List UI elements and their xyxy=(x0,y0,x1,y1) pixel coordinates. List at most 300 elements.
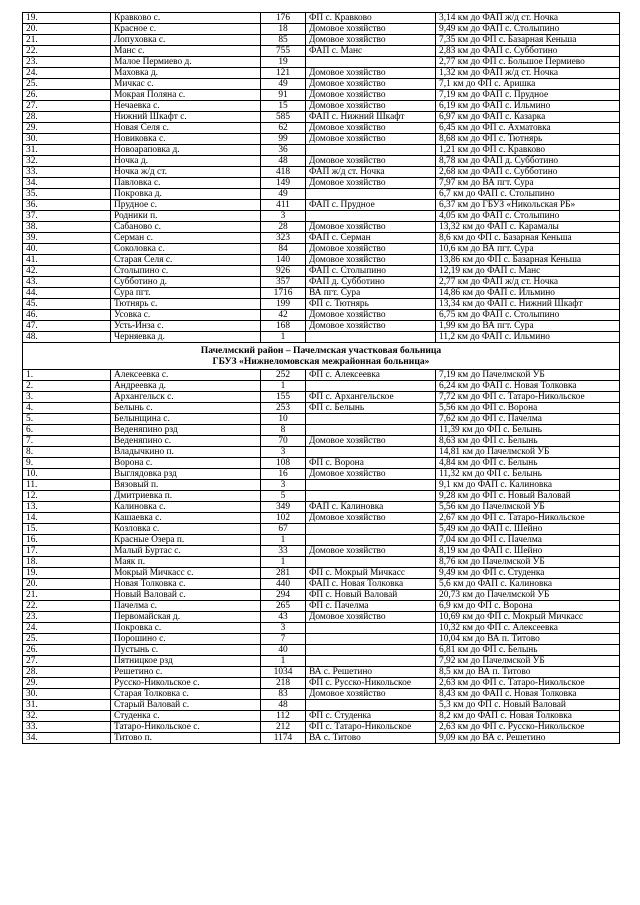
settlement-name: Павловка с. xyxy=(111,178,261,189)
population: 265 xyxy=(261,601,306,612)
distance-to-facility: 8,78 км до ФАП д. Субботино xyxy=(436,156,620,167)
population: 3 xyxy=(261,447,306,458)
distance-to-facility: 5,49 км до ФАП с. Шейно xyxy=(436,524,620,535)
distance-to-facility: 6,37 км до ГБУЗ «Никольская РБ» xyxy=(436,200,620,211)
row-number: 29. xyxy=(23,123,111,134)
distance-to-facility: 12,19 км до ФАП с. Манс xyxy=(436,266,620,277)
distance-to-facility: 9,49 км до ФАП с. Столыпино xyxy=(436,24,620,35)
row-number: 25. xyxy=(23,79,111,90)
medical-facility: ФП с. Архангельское xyxy=(306,392,436,403)
distance-to-facility: 8,76 км до Пачелмской УБ xyxy=(436,557,620,568)
table-row xyxy=(23,244,620,255)
settlement-name: Усовка с. xyxy=(111,310,261,321)
table-row xyxy=(23,623,620,634)
table-row xyxy=(23,458,620,469)
settlement-name: Малое Пермиево д. xyxy=(111,57,261,68)
population: 155 xyxy=(261,392,306,403)
distance-to-facility: 7,19 км до ФАП с. Прудное xyxy=(436,90,620,101)
settlement-name: Мокрый Мичкасс с. xyxy=(111,568,261,579)
medical-facility: ФАП с. Новая Толковка xyxy=(306,579,436,590)
row-number: 20. xyxy=(23,24,111,35)
population: 83 xyxy=(261,689,306,700)
distance-to-facility: 6,24 км до ФАП с. Новая Толковка xyxy=(436,381,620,392)
row-number: 10. xyxy=(23,469,111,480)
table-row xyxy=(23,502,620,513)
row-number: 43. xyxy=(23,277,111,288)
population: 15 xyxy=(261,101,306,112)
settlement-name: Новый Валовай с. xyxy=(111,590,261,601)
table-row xyxy=(23,711,620,722)
table-row xyxy=(23,123,620,134)
settlement-name: Новоараповка д. xyxy=(111,145,261,156)
section-heading-row xyxy=(23,343,620,370)
population: 252 xyxy=(261,370,306,381)
row-number: 37. xyxy=(23,211,111,222)
medical-facility xyxy=(306,480,436,491)
distance-to-facility: 20,73 км до Пачелмской УБ xyxy=(436,590,620,601)
row-number: 35. xyxy=(23,189,111,200)
settlement-name: Татаро-Никольское с. xyxy=(111,722,261,733)
medical-facility: Домовое хозяйство xyxy=(306,123,436,134)
medical-facility: Домовое хозяйство xyxy=(306,469,436,480)
table-row xyxy=(23,414,620,425)
medical-facility xyxy=(306,656,436,667)
medical-facility: Домовое хозяйство xyxy=(306,321,436,332)
medical-facility xyxy=(306,447,436,458)
section-heading-line1: Пачелмский район – Пачелмская участковая больница xyxy=(200,345,442,356)
table-row xyxy=(23,634,620,645)
row-number: 34. xyxy=(23,733,111,744)
settlement-name: Родники п. xyxy=(111,211,261,222)
medical-facility: Домовое хозяйство xyxy=(306,513,436,524)
table-row xyxy=(23,299,620,310)
table-row xyxy=(23,612,620,623)
medical-facility xyxy=(306,145,436,156)
settlement-name: Кашаевка с. xyxy=(111,513,261,524)
row-number: 40. xyxy=(23,244,111,255)
medical-facility: ФАП д. Субботино xyxy=(306,277,436,288)
table-row xyxy=(23,156,620,167)
settlement-name: Алексеевка с. xyxy=(111,370,261,381)
medical-facility: ФП с. Ворона xyxy=(306,458,436,469)
distance-to-facility: 8,63 км до ФП с. Белынь xyxy=(436,436,620,447)
distance-to-facility: 2,77 км до ФАП ж/д ст. Ночка xyxy=(436,277,620,288)
settlement-name: Субботино д. xyxy=(111,277,261,288)
settlement-name: Пачелма с. xyxy=(111,601,261,612)
medical-facility xyxy=(306,623,436,634)
settlement-name: Веденяпино с. xyxy=(111,436,261,447)
row-number: 32. xyxy=(23,711,111,722)
medical-facility: ФП с. Мокрый Мичкасс xyxy=(306,568,436,579)
population: 294 xyxy=(261,590,306,601)
table-row xyxy=(23,266,620,277)
settlement-name: Русско-Никольское с. xyxy=(111,678,261,689)
population: 40 xyxy=(261,645,306,656)
medical-facility: Домовое хозяйство xyxy=(306,436,436,447)
distance-to-facility: 11,39 км до ФП с. Белынь xyxy=(436,425,620,436)
medical-facility: Домовое хозяйство xyxy=(306,134,436,145)
distance-to-facility: 7,1 км до ФП с. Аришка xyxy=(436,79,620,90)
row-number: 21. xyxy=(23,35,111,46)
distance-to-facility: 6,7 км до ФАП с. Столыпино xyxy=(436,189,620,200)
row-number: 31. xyxy=(23,700,111,711)
population: 3 xyxy=(261,211,306,222)
medical-facility xyxy=(306,189,436,200)
population: 28 xyxy=(261,222,306,233)
population: 121 xyxy=(261,68,306,79)
row-number: 15. xyxy=(23,524,111,535)
medical-facility: Домовое хозяйство xyxy=(306,178,436,189)
settlement-name: Мокрая Поляна с. xyxy=(111,90,261,101)
population: 49 xyxy=(261,79,306,90)
population: 1 xyxy=(261,535,306,546)
settlement-name: Ворона с. xyxy=(111,458,261,469)
medical-facility: Домовое хозяйство xyxy=(306,255,436,266)
population: 755 xyxy=(261,46,306,57)
medical-facility: ФП с. Алексеевка xyxy=(306,370,436,381)
population: 440 xyxy=(261,579,306,590)
row-number: 17. xyxy=(23,546,111,557)
population: 349 xyxy=(261,502,306,513)
row-number: 29. xyxy=(23,678,111,689)
distance-to-facility: 7,92 км до Пачелмской УБ xyxy=(436,656,620,667)
settlement-name: Белынь с. xyxy=(111,403,261,414)
distance-to-facility: 7,35 км до ФП с. Базарная Кеньша xyxy=(436,35,620,46)
population: 281 xyxy=(261,568,306,579)
population: 18 xyxy=(261,24,306,35)
medical-facility xyxy=(306,425,436,436)
distance-to-facility: 8,5 км до ВА п. Титово xyxy=(436,667,620,678)
row-number: 30. xyxy=(23,134,111,145)
table-row xyxy=(23,403,620,414)
row-number: 28. xyxy=(23,667,111,678)
medical-facility xyxy=(306,491,436,502)
distance-to-facility: 6,75 км до ФАП с. Столыпино xyxy=(436,310,620,321)
population: 253 xyxy=(261,403,306,414)
medical-facility: Домовое хозяйство xyxy=(306,79,436,90)
row-number: 2. xyxy=(23,381,111,392)
table-row xyxy=(23,211,620,222)
row-number: 24. xyxy=(23,623,111,634)
distance-to-facility: 8,43 км до ФАП с. Новая Толковка xyxy=(436,689,620,700)
population: 1174 xyxy=(261,733,306,744)
settlement-name: Дмитриевка п. xyxy=(111,491,261,502)
medical-facility: Домовое хозяйство xyxy=(306,612,436,623)
settlement-name: Козловка с. xyxy=(111,524,261,535)
table-row xyxy=(23,700,620,711)
row-number: 6. xyxy=(23,425,111,436)
settlement-name: Белынщина с. xyxy=(111,414,261,425)
population: 48 xyxy=(261,156,306,167)
population: 1034 xyxy=(261,667,306,678)
medical-facility: Домовое хозяйство xyxy=(306,244,436,255)
settlement-name: Архангельск с. xyxy=(111,392,261,403)
row-number: 34. xyxy=(23,178,111,189)
table-row xyxy=(23,332,620,343)
population: 323 xyxy=(261,233,306,244)
medical-facility: Домовое хозяйство xyxy=(306,546,436,557)
population: 48 xyxy=(261,700,306,711)
population: 36 xyxy=(261,145,306,156)
distance-to-facility: 13,34 км до ФАП с. Нижний Шкафт xyxy=(436,299,620,310)
table-row xyxy=(23,667,620,678)
row-number: 48. xyxy=(23,332,111,343)
medical-facility: ФП с. Студенка xyxy=(306,711,436,722)
population: 16 xyxy=(261,469,306,480)
settlement-name: Старая Селя с. xyxy=(111,255,261,266)
medical-facility: Домовое хозяйство xyxy=(306,689,436,700)
settlement-name: Андреевка д. xyxy=(111,381,261,392)
population: 418 xyxy=(261,167,306,178)
row-number: 47. xyxy=(23,321,111,332)
row-number: 32. xyxy=(23,156,111,167)
population: 19 xyxy=(261,57,306,68)
distance-to-facility: 7,19 км до Пачелмской УБ xyxy=(436,370,620,381)
medical-facility: ФАП с. Серман xyxy=(306,233,436,244)
distance-to-facility: 1,32 км до ФАП ж/д ст. Ночка xyxy=(436,68,620,79)
population: 10 xyxy=(261,414,306,425)
population: 49 xyxy=(261,189,306,200)
distance-to-facility: 9,49 км до ФП с. Студенка xyxy=(436,568,620,579)
row-number: 12. xyxy=(23,491,111,502)
settlement-name: Манс с. xyxy=(111,46,261,57)
row-number: 26. xyxy=(23,90,111,101)
settlement-name: Ночка ж/д ст. xyxy=(111,167,261,178)
settlement-name: Новая Селя с. xyxy=(111,123,261,134)
distance-to-facility: 4,84 км до ФП с. Белынь xyxy=(436,458,620,469)
table-body-bottom xyxy=(23,370,620,744)
settlement-name: Столыпино с. xyxy=(111,266,261,277)
table-row xyxy=(23,145,620,156)
distance-to-facility: 6,97 км до ФАП с. Казарка xyxy=(436,112,620,123)
settlement-name: Нижний Шкафт с. xyxy=(111,112,261,123)
table-row xyxy=(23,447,620,458)
settlement-name: Пустынь с. xyxy=(111,645,261,656)
table-row xyxy=(23,189,620,200)
table-row xyxy=(23,277,620,288)
settlement-name: Студенка с. xyxy=(111,711,261,722)
distance-to-facility: 8,2 км до ФАП с. Новая Толковка xyxy=(436,711,620,722)
population: 411 xyxy=(261,200,306,211)
distance-to-facility: 7,62 км до ФП с. Пачелма xyxy=(436,414,620,425)
table-row xyxy=(23,13,620,24)
medical-facility: ФП с. Новый Валовай xyxy=(306,590,436,601)
table-row xyxy=(23,112,620,123)
population: 1 xyxy=(261,381,306,392)
medical-facility: ФАП ж/д ст. Ночка xyxy=(306,167,436,178)
row-number: 18. xyxy=(23,557,111,568)
row-number: 26. xyxy=(23,645,111,656)
settlement-name: Первомайская д. xyxy=(111,612,261,623)
table-row xyxy=(23,722,620,733)
row-number: 36. xyxy=(23,200,111,211)
settlement-name: Тютнярь с. xyxy=(111,299,261,310)
distance-to-facility: 5,56 км до ФП с. Ворона xyxy=(436,403,620,414)
population: 99 xyxy=(261,134,306,145)
medical-facility xyxy=(306,57,436,68)
row-number: 11. xyxy=(23,480,111,491)
settlement-name: Маховка д. xyxy=(111,68,261,79)
table-body-top xyxy=(23,13,620,343)
section-heading xyxy=(23,343,620,370)
settlement-name: Владычкино п. xyxy=(111,447,261,458)
distance-to-facility: 14,86 км до ФАП с. Ильмино xyxy=(436,288,620,299)
section-heading-body xyxy=(23,343,620,370)
row-number: 27. xyxy=(23,101,111,112)
population: 70 xyxy=(261,436,306,447)
table-row xyxy=(23,491,620,502)
settlement-name: Старая Толковка с. xyxy=(111,689,261,700)
table-row xyxy=(23,590,620,601)
distance-to-facility: 3,14 км до ФАП ж/д ст. Ночка xyxy=(436,13,620,24)
table-row xyxy=(23,288,620,299)
distance-to-facility: 11,32 км до ФП с. Белынь xyxy=(436,469,620,480)
settlement-name: Малый Буртас с. xyxy=(111,546,261,557)
distance-to-facility: 2,83 км до ФАП с. Субботино xyxy=(436,46,620,57)
medical-facility xyxy=(306,332,436,343)
population: 42 xyxy=(261,310,306,321)
distance-to-facility: 8,19 км до ФАП с. Шейно xyxy=(436,546,620,557)
row-number: 31. xyxy=(23,145,111,156)
settlement-name: Мичкас с. xyxy=(111,79,261,90)
distance-to-facility: 9,09 км до ВА с. Решетино xyxy=(436,733,620,744)
medical-facility xyxy=(306,700,436,711)
medical-facility xyxy=(306,414,436,425)
row-number: 19. xyxy=(23,13,111,24)
population: 102 xyxy=(261,513,306,524)
population: 84 xyxy=(261,244,306,255)
population: 926 xyxy=(261,266,306,277)
table-row xyxy=(23,656,620,667)
table-row xyxy=(23,255,620,266)
medical-facility: Домовое хозяйство xyxy=(306,90,436,101)
settlement-name: Красные Озера п. xyxy=(111,535,261,546)
settlement-name: Прудное с. xyxy=(111,200,261,211)
row-number: 20. xyxy=(23,579,111,590)
settlement-name: Новая Толковка с. xyxy=(111,579,261,590)
table-row xyxy=(23,200,620,211)
row-number: 9. xyxy=(23,458,111,469)
row-number: 16. xyxy=(23,535,111,546)
settlement-name: Решетино с. xyxy=(111,667,261,678)
population: 199 xyxy=(261,299,306,310)
medical-facility: ФП с. Тютнярь xyxy=(306,299,436,310)
medical-facility: Домовое хозяйство xyxy=(306,222,436,233)
medical-facility: Домовое хозяйство xyxy=(306,68,436,79)
population: 1 xyxy=(261,557,306,568)
medical-facility xyxy=(306,211,436,222)
table-row xyxy=(23,222,620,233)
medical-facility: ФАП с. Калиновка xyxy=(306,502,436,513)
distance-to-facility: 10,32 км до ФП с. Алексеевка xyxy=(436,623,620,634)
settlement-name: Новиковка с. xyxy=(111,134,261,145)
table-row xyxy=(23,601,620,612)
row-number: 8. xyxy=(23,447,111,458)
population: 8 xyxy=(261,425,306,436)
row-number: 3. xyxy=(23,392,111,403)
medical-facility: ВА с. Решетино xyxy=(306,667,436,678)
medical-facility: ФП с. Белынь xyxy=(306,403,436,414)
medical-facility: ФП с. Пачелма xyxy=(306,601,436,612)
population: 149 xyxy=(261,178,306,189)
document-page xyxy=(22,12,619,744)
row-number: 44. xyxy=(23,288,111,299)
distance-to-facility: 5,6 км до ФАП с. Калиновка xyxy=(436,579,620,590)
settlement-name: Старый Валовай с. xyxy=(111,700,261,711)
population: 85 xyxy=(261,35,306,46)
population: 218 xyxy=(261,678,306,689)
population: 62 xyxy=(261,123,306,134)
distance-to-facility: 6,45 км до ФП с. Ахматовка xyxy=(436,123,620,134)
settlement-name: Выглядовка рзд xyxy=(111,469,261,480)
row-number: 30. xyxy=(23,689,111,700)
distance-to-facility: 8,68 км до ФП с. Тютнярь xyxy=(436,134,620,145)
population: 112 xyxy=(261,711,306,722)
settlement-name: Красное с. xyxy=(111,24,261,35)
table-row xyxy=(23,134,620,145)
distance-to-facility: 14,81 км до Пачелмской УБ xyxy=(436,447,620,458)
distance-to-facility: 10,04 км до ВА п. Титово xyxy=(436,634,620,645)
medical-facility: ФАП с. Манс xyxy=(306,46,436,57)
settlement-name: Сабаново с. xyxy=(111,222,261,233)
population: 43 xyxy=(261,612,306,623)
settlement-name: Покровка д. xyxy=(111,189,261,200)
distance-to-facility: 10,69 км до ФП с. Мокрый Мичкасс xyxy=(436,612,620,623)
table-row xyxy=(23,480,620,491)
distance-to-facility: 13,32 км до ФАП с. Карамалы xyxy=(436,222,620,233)
medical-facility: Домовое хозяйство xyxy=(306,101,436,112)
medical-facility: ВА с. Титово xyxy=(306,733,436,744)
settlement-name: Серман с. xyxy=(111,233,261,244)
row-number: 33. xyxy=(23,722,111,733)
table-row xyxy=(23,68,620,79)
medical-facility xyxy=(306,524,436,535)
distance-to-facility: 2,68 км до ФАП с. Субботино xyxy=(436,167,620,178)
distance-to-facility: 2,63 км до ФП с. Русско-Никольское xyxy=(436,722,620,733)
table-row xyxy=(23,733,620,744)
population: 585 xyxy=(261,112,306,123)
settlement-name: Титово п. xyxy=(111,733,261,744)
row-number: 13. xyxy=(23,502,111,513)
settlement-name: Пятницкое рзд xyxy=(111,656,261,667)
settlement-name: Сура пгт. xyxy=(111,288,261,299)
distance-to-facility: 7,72 км до ФП с. Татаро-Никольское xyxy=(436,392,620,403)
distance-to-facility: 1,99 км до ВА пгт. Сура xyxy=(436,321,620,332)
distance-to-facility: 7,04 км до ФП с. Пачелма xyxy=(436,535,620,546)
distance-to-facility: 6,19 км до ФАП с. Ильмино xyxy=(436,101,620,112)
table-row xyxy=(23,425,620,436)
population: 212 xyxy=(261,722,306,733)
table-row xyxy=(23,645,620,656)
distance-to-facility: 13,86 км до ФП с. Базарная Кеньша xyxy=(436,255,620,266)
row-number: 46. xyxy=(23,310,111,321)
table-row xyxy=(23,233,620,244)
table-row xyxy=(23,178,620,189)
table-row xyxy=(23,392,620,403)
medical-facility: ФАП с. Нижний Шкафт xyxy=(306,112,436,123)
settlement-name: Вязовый п. xyxy=(111,480,261,491)
medical-facility: Домовое хозяйство xyxy=(306,156,436,167)
table-row xyxy=(23,513,620,524)
population: 3 xyxy=(261,623,306,634)
row-number: 22. xyxy=(23,46,111,57)
medical-facility: Домовое хозяйство xyxy=(306,35,436,46)
row-number: 23. xyxy=(23,57,111,68)
medical-facility: ФП с. Кравково xyxy=(306,13,436,24)
medical-facility: Домовое хозяйство xyxy=(306,24,436,35)
population: 3 xyxy=(261,480,306,491)
distance-to-facility: 11,2 км до ФАП с. Ильмино xyxy=(436,332,620,343)
